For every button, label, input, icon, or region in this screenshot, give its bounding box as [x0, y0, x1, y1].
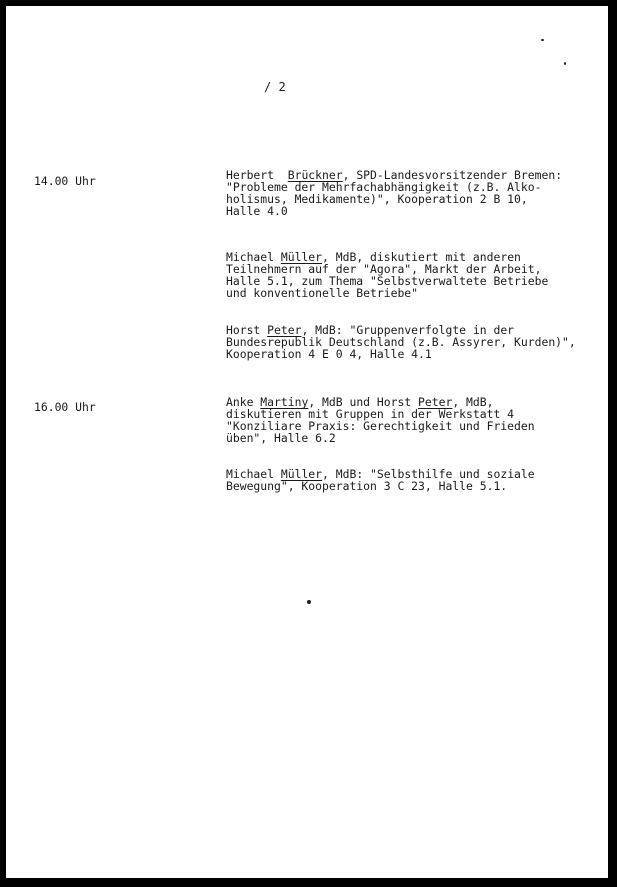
schedule-entry [226, 324, 576, 360]
entry-text: , MdB und Horst [308, 395, 419, 409]
page-number: / 2 [264, 80, 286, 94]
speaker-surname: Peter [267, 323, 302, 337]
entry-text: , MdB: "Gruppenverfolgte in der [301, 323, 515, 337]
time-slot-label: 14.00 Uhr [34, 174, 96, 188]
entry-text: "Konziliare Praxis: Gerechtigkeit und Frieden [226, 419, 535, 433]
entry-text: Michael [226, 250, 281, 264]
entry-text: Bewegung", Kooperation 3 C 23, Halle 5.1. [226, 479, 508, 493]
speaker-surname: Müller [280, 250, 323, 264]
speaker-surname: Müller [280, 467, 323, 481]
speaker-surname: Martiny [260, 395, 309, 409]
speaker-surname: Brückner [287, 168, 343, 182]
entry-text: , MdB: "Selbsthilfe und soziale [322, 467, 535, 481]
schedule-entry [226, 396, 535, 444]
entry-text: Halle 4.0 [226, 204, 288, 218]
entry-text: Kooperation 4 E 0 4, Halle 4.1 [226, 347, 432, 361]
entry-text: holismus, Medikamente)", Kooperation 2 B 10, [226, 192, 528, 206]
speaker-surname: Peter [418, 395, 453, 409]
entry-line [226, 205, 562, 217]
time-slot-label: 16.00 Uhr [34, 400, 96, 414]
entry-text: Horst [226, 323, 268, 337]
entry-text: üben", Halle 6.2 [226, 431, 336, 445]
entry-text: Herbert [226, 168, 288, 182]
entry-line [226, 432, 535, 444]
scan-speck [541, 39, 544, 41]
schedule-entry [226, 251, 548, 299]
document-page [6, 6, 608, 878]
entry-line [226, 348, 576, 360]
entry-text: "Probleme der Mehrfachabhängigkeit (z.B. Alko- [226, 180, 542, 194]
entry-text: , MdB, diskutiert mit anderen [322, 250, 521, 264]
entry-line [226, 480, 535, 492]
scan-speck [307, 600, 311, 604]
entry-line [226, 287, 548, 299]
entry-text: Michael [226, 467, 281, 481]
scan-speck [564, 62, 566, 65]
entry-text: und konventionelle Betriebe" [226, 286, 419, 300]
entry-text: , SPD-Landesvorsitzender Bremen: [342, 168, 563, 182]
schedule-entry [226, 468, 535, 492]
entry-text: Anke [226, 395, 261, 409]
schedule-entry [226, 169, 562, 217]
entry-text: diskutieren mit Gruppen in der Werkstatt 4 [226, 407, 515, 421]
entry-text: Halle 5.1, zum Thema "Selbstverwaltete Betriebe [226, 274, 549, 288]
entry-text: , MdB, [452, 395, 494, 409]
entry-text: Teilnehmern auf der "Agora", Markt der Arbeit, [226, 262, 542, 276]
entry-text: Bundesrepublik Deutschland (z.B. Assyrer, Kurden)", [226, 335, 576, 349]
